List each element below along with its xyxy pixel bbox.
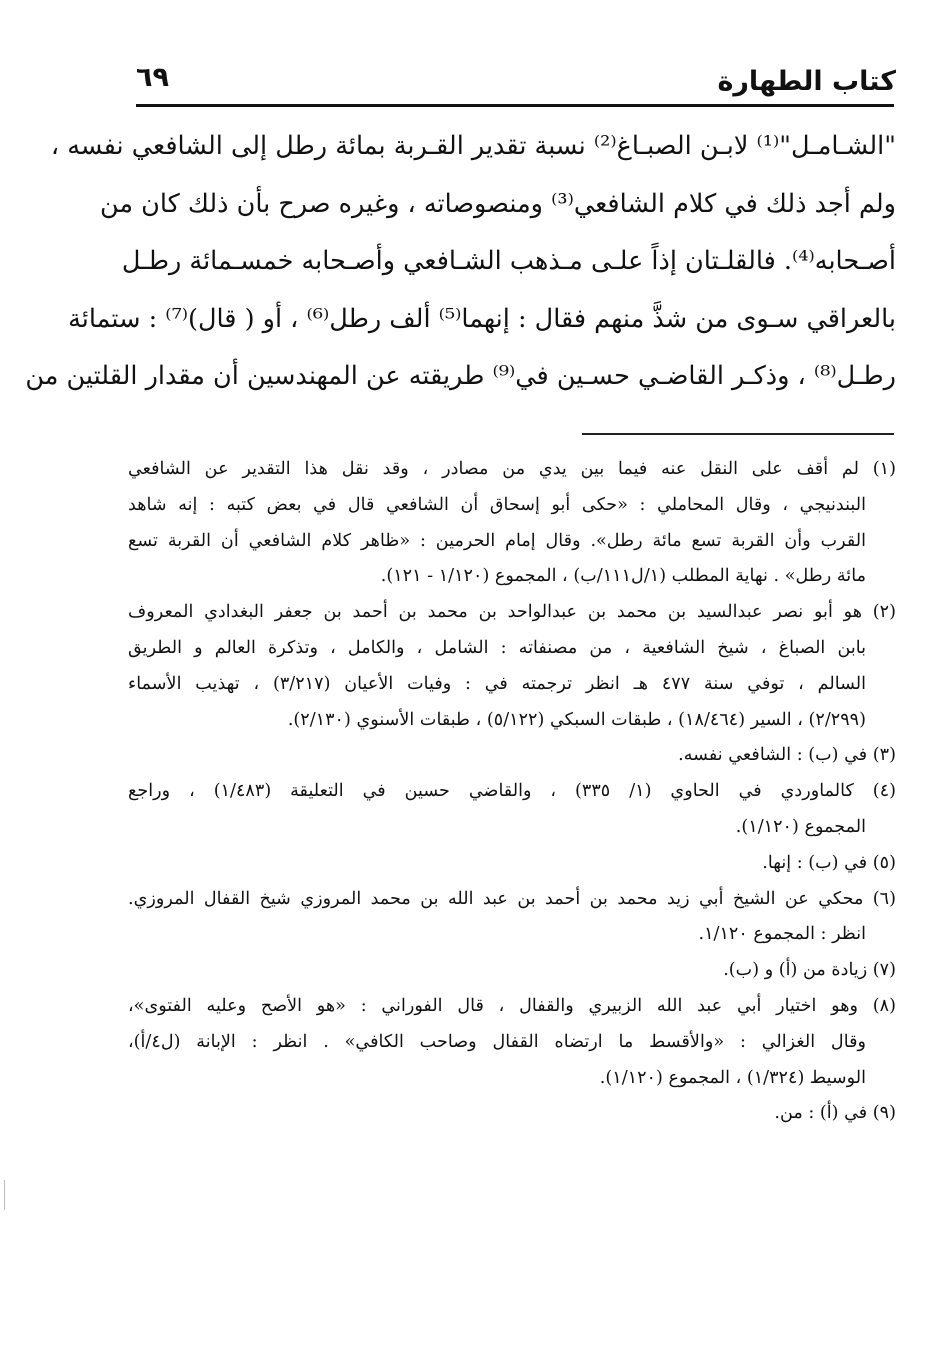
footnote-line: (٩) في (أ) : من. <box>774 1103 896 1124</box>
footnote-line: وقال الغزالي : «والأقسط ما ارتضاه القفال وصاحب الكافي» . انظر : الإبانة (ل٤/أ)، <box>128 1031 866 1052</box>
footnote-line: بابن الصباغ ، شيخ الشافعية ، من مصنفاته : الشامل ، والكامل ، وتذكرة العالم و الطريق <box>128 637 866 658</box>
footnote-3 <box>128 738 896 774</box>
footnote-5 <box>128 846 896 882</box>
footnote-line: (٦) محكي عن الشيخ أبي زيد محمد بن أحمد بن عبد الله بن محمد المروزي شيخ القفال المروزي. <box>128 888 896 909</box>
running-header <box>130 62 896 104</box>
footnote-8 <box>128 989 896 1096</box>
footnote-2 <box>128 595 896 738</box>
main-text-line: ولم أجد ذلك في كلام الشافعي⁽³⁾ ومنصوصاته ، وغيره صرح بأن ذلك كان من <box>100 188 896 219</box>
footnote-line: (٨) وهو اختيار أبي عبد الله الزبيري والقفال ، قال الفوراني : «هو الأصح وعليه الفتوى»، <box>128 995 896 1016</box>
footnote-line: (٧) زيادة من (أ) و (ب). <box>723 960 896 981</box>
footnote-4 <box>128 774 896 846</box>
footnote-line: (١) لم أقف على النقل عنه فيما بين يدي من مصادر ، وقد نقل هذا التقدير عن الشافعي <box>128 459 896 479</box>
footnote-line: انظر : المجموع ١/١٢٠. <box>698 924 866 945</box>
footnote-7 <box>128 953 896 989</box>
main-text-line: "الشـامـل"⁽¹⁾ لابـن الصبـاغ⁽²⁾ نسبة تقدير القـربة بمائة رطل إلى الشافعي نفسه ، <box>50 131 896 161</box>
footnote-line: (٥) في (ب) : إنها. <box>762 852 896 873</box>
book-title: كتاب الطهارة <box>717 66 896 97</box>
footnote-9 <box>128 1096 896 1132</box>
footnote-line: (٢/٢٩٩) ، السير (١٨/٤٦٤) ، طبقات السبكي (٥/١٢٢) ، طبقات الأسنوي (٢/١٣٠). <box>287 709 866 730</box>
footnote-line: القرب وأن القربة تسع مائة رطل». وقال إمام الحرمين : «ظاهر كلام الشافعي أن القربة تسع <box>128 530 866 551</box>
footnote-1 <box>128 452 896 595</box>
main-text-line: بالعراقي سـوى من شذَّ منهم فقال : إنهما⁽⁵⁾ ألف رطل⁽⁶⁾ ، أو ( قال)⁽⁷⁾ : ستمائة <box>68 303 896 334</box>
footnote-6 <box>128 882 896 954</box>
footnote-line: (٣) في (ب) : الشافعي نفسه. <box>678 745 896 766</box>
scan-margin-mark <box>4 1180 5 1210</box>
footnote-line: الوسيط (١/٣٢٤) ، المجموع (١/١٢٠). <box>599 1067 866 1088</box>
main-text <box>25 118 896 406</box>
footnote-line: المجموع (١/١٢٠). <box>735 816 866 837</box>
footnote-line: البندنيجي ، وقال المحاملي : «حكى أبو إسحاق أن الشافعي قال في بعض كتبه : إنه شاهد <box>128 494 866 515</box>
main-text-line: أصـحابه⁽⁴⁾. فالقلـتان إذاً علـى مـذهب الشـافعي وأصـحابه خمسـمائة رطـل <box>121 246 896 277</box>
footnotes-section <box>128 452 896 1132</box>
header-divider <box>136 104 894 107</box>
footnote-line: السالم ، توفي سنة ٤٧٧ هـ انظر ترجمته في : وفيات الأعيان (٣/٢١٧) ، تهذيب الأسماء <box>128 673 867 694</box>
footnote-line: مائة رطل» . نهاية المطلب (١/ل١١١/ب) ، المجموع (١/١٢٠ - ١٢١). <box>380 566 866 587</box>
footnote-line: (٢) هو أبو نصر عبدالسيد بن محمد بن عبدالواحد بن محمد بن أحمد بن جعفر البغدادي المعروف <box>128 602 896 623</box>
footnote-line: (٤) كالماوردي في الحاوي (١/ ٣٣٥) ، والقاضي حسين في التعليقة (١/٤٨٣) ، وراجع <box>128 781 897 802</box>
page-number: ٦٩ <box>136 62 169 93</box>
main-text-line: رطـل⁽⁸⁾ ، وذكـر القاضـي حسـين في⁽⁹⁾ طريقته عن المهندسين أن مقدار القلتين من <box>25 361 896 392</box>
footnote-divider <box>582 433 894 435</box>
